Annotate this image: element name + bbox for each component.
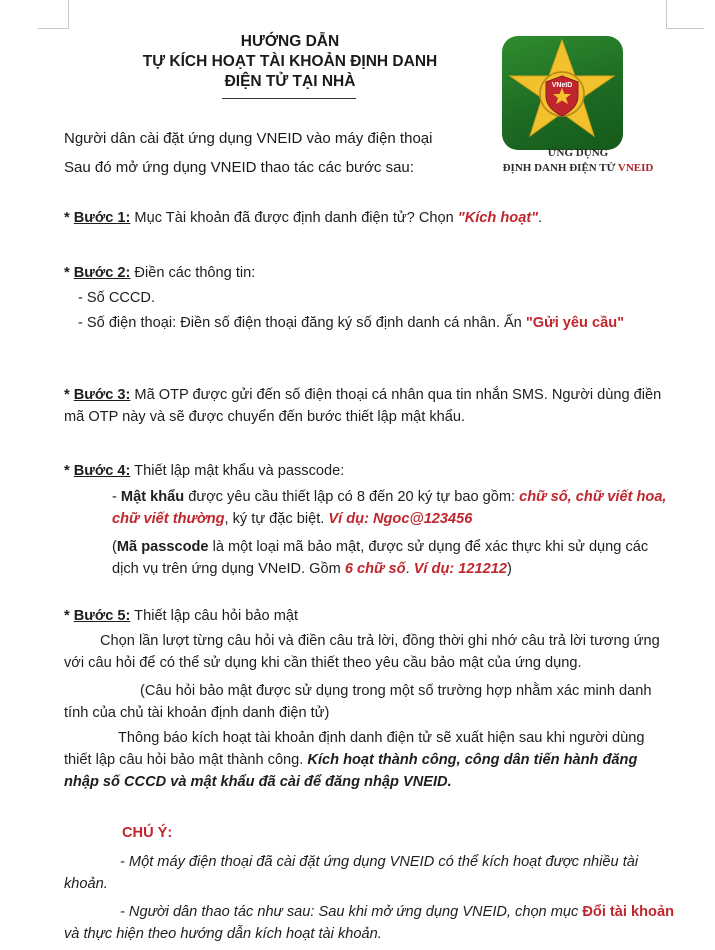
step-1-label: Bước 1: [73, 210, 131, 226]
crop-mark-top-left [68, 0, 69, 28]
vneid-star-emblem-icon [502, 36, 623, 150]
crop-mark-top-left [38, 28, 69, 29]
document-title [100, 32, 480, 92]
step-5-para-1: Chọn lần lượt từng câu hỏi và điền câu trả lời, đồng thời ghi nhớ câu trả lời tương ứng với câu hỏi để có thể sử dụng khi cần thiết theo yêu cầu bảo mật của ứng dụng. [64, 633, 660, 671]
intro-line-1: Người dân cài đặt ứng dụng VNEID vào máy điện thoại [64, 130, 433, 147]
step-2: * Bước 2: Điền các thông tin: - Số CCCD. - Số điện thoại: Điền số điện thoại đăng ký số định danh cá nhân. Ấn "Gửi yêu cầu" [64, 262, 676, 334]
step-5-para-2: (Câu hỏi bảo mật được sử dụng trong một số trường hợp nhằm xác minh danh tính của chủ tài khoản định danh điện tử) [64, 683, 652, 721]
logo-caption-line-1: ỨNG DỤNG [547, 147, 609, 159]
step-5-para-3: Thông báo kích hoạt tài khoản định danh điện tử sẽ xuất hiện sau khi người dùng thiết lập câu hỏi bảo mật thành công. Kích hoạt thành công, công dân tiến hành đăng nhập số CCCD và mật khẩu đã cài để đăng nhập VNEID. [64, 730, 645, 790]
step-1-highlight: "Kích hoạt" [457, 210, 539, 226]
crop-mark-top-right [666, 28, 704, 29]
intro-text [64, 124, 494, 182]
password-example: Ví dụ: Ngoc@123456 [328, 511, 473, 527]
activation-success-note: Kích hoạt thành công, công dân tiến hành đăng nhập số CCCD và mật khẩu đã cài để đăng nhập VNEID. [64, 752, 638, 790]
step-4-password: - Mật khẩu được yêu cầu thiết lập có 8 đến 20 ký tự bao gồm: chữ số, chữ viết hoa, chữ viết thường, ký tự đặc biệt. Ví dụ: Ngoc@123456 [112, 489, 667, 527]
step-3-label: Bước 3: [73, 387, 131, 403]
title-line-3: ĐIỆN TỬ TẠI NHÀ [224, 73, 356, 90]
title-line-2: TỰ KÍCH HOẠT TÀI KHOẢN ĐỊNH DANH [142, 53, 438, 70]
crop-mark-top-right [666, 0, 667, 28]
switch-account-label: Đổi tài khoản [582, 904, 674, 920]
note-item-2: - Người dân thao tác như sau: Sau khi mở ứng dụng VNEID, chọn mục Đổi tài khoản và thực hiện theo hướng dẫn kích hoạt tài khoản. [64, 904, 674, 942]
note-title: CHÚ Ý: [122, 825, 173, 841]
step-2-item-2: - Số điện thoại: Điền số điện thoại đăng ký số định danh cá nhân. Ấn "Gửi yêu cầu" [78, 315, 625, 331]
step-5-label: Bước 5: [73, 608, 131, 624]
vneid-app-logo [502, 36, 623, 150]
step-2-highlight: "Gửi yêu cầu" [525, 315, 625, 331]
intro-line-2: Sau đó mở ứng dụng VNEID thao tác các bước sau: [64, 159, 414, 176]
step-4: * Bước 4: Thiết lập mật khẩu và passcode: - Mật khẩu được yêu cầu thiết lập có 8 đến 20 ký tự bao gồm: chữ số, chữ viết hoa, chữ viết thường, ký tự đặc biệt. Ví dụ: Ngoc@123456 (Mã passcode là một loại mã bảo mật, được sử dụng để xác thực khi sử dụng các dịch vụ trên ứng dụng VNeID. Gồm 6 chữ số. Ví dụ: 121212) [64, 460, 676, 580]
note-item-1: - Một máy điện thoại đã cài đặt ứng dụng VNEID có thể kích hoạt được nhiều tài khoản. [64, 854, 639, 892]
step-4-passcode: (Mã passcode là một loại mã bảo mật, được sử dụng để xác thực khi sử dụng các dịch vụ trên ứng dụng VNeID. Gồm 6 chữ số. Ví dụ: 121212) [112, 539, 649, 577]
title-underline [222, 98, 356, 99]
step-4-label: Bước 4: [73, 463, 131, 479]
logo-caption [478, 146, 678, 176]
step-3: * Bước 3: Mã OTP được gửi đến số điện thoại cá nhân qua tin nhắn SMS. Người dùng điền mã OTP này và sẽ được chuyển đến bước thiết lập mật khẩu. [64, 387, 662, 425]
step-1: * Bước 1: Mục Tài khoản đã được định danh điện tử? Chọn "Kích hoạt". [64, 210, 543, 226]
title-line-1: HƯỚNG DẪN [240, 33, 340, 50]
passcode-example: Ví dụ: 121212 [413, 561, 507, 577]
step-2-item-1: - Số CCCD. [78, 290, 156, 306]
step-5: * Bước 5: Thiết lập câu hỏi bảo mật Chọn lần lượt từng câu hỏi và điền câu trả lời, đồng thời ghi nhớ câu trả lời tương ứng với câu hỏi để có thể sử dụng khi cần thiết theo yêu cầu bảo mật của ứng dụng. (Câu hỏi bảo mật được sử dụng trong một số trường hợp nhằm xác minh danh tính của chủ tài khoản định danh điện tử) Thông báo kích hoạt tài khoản định danh điện tử sẽ xuất hiện sau khi người dùng thiết lập câu hỏi bảo mật thành công. Kích hoạt thành công, công dân tiến hành đăng nhập số CCCD và mật khẩu đã cài để đăng nhập VNEID. [64, 605, 676, 793]
logo-caption-line-2: ĐỊNH DANH ĐIỆN TỬ VNEID [502, 162, 654, 174]
svg-text:VNeID: VNeID [551, 82, 573, 89]
note-section [64, 822, 676, 945]
step-2-label: Bước 2: [73, 265, 131, 281]
